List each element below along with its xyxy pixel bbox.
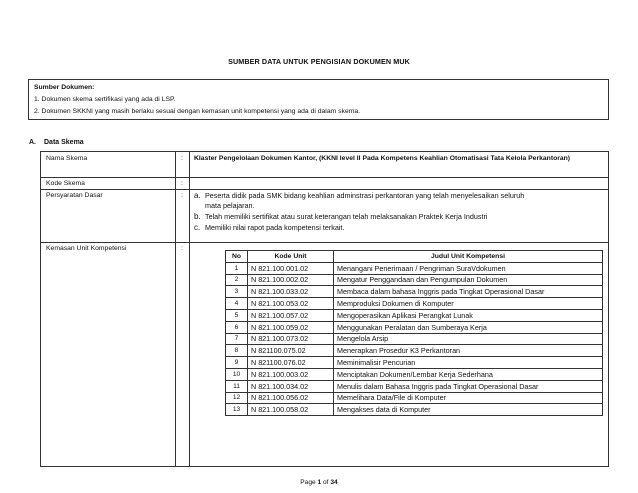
cell-judul: Menangani Penerimaan / Pengriman SuraVdokumen <box>334 262 603 274</box>
table-row <box>226 309 603 321</box>
cell-no: 6 <box>226 321 248 333</box>
cell-judul: Memelihara Data/File di Komputer <box>334 392 603 404</box>
header-judul-unit: Judul Unit Kompetensi <box>334 251 603 263</box>
page-title: SUMBER DATA UNTUK PENGISIAN DOKUMEN MUK <box>228 57 410 66</box>
cell-kode: N 821.100.001.02 <box>248 262 334 274</box>
cell-kode: N 821.100.073.02 <box>248 333 334 345</box>
footer-prefix: Page <box>300 479 318 486</box>
requirement-text: Memiliki nilai rapot pada kompetensi terkait. <box>205 223 345 232</box>
cell-kode: N 821100.075.02 <box>248 345 334 357</box>
value-nama-skema: Klaster Pengelolaan Dokumen Kantor, (KKNI level II Pada Kompetens Keahlian Otomatisasi Tata Kelola Perkantoran) <box>194 155 571 162</box>
colon: : <box>181 155 183 162</box>
cell-kode: N 821.100.057.02 <box>248 309 334 321</box>
source-item-2: 2. Dokumen SKKNI yang masih berlaku sesuai dengan kemasan unit kompetensi yang ada di dalam skema. <box>34 108 361 115</box>
row-divider <box>41 242 609 243</box>
table-row <box>226 262 603 274</box>
requirement-text: mata pelajaran. <box>205 201 255 210</box>
table-row <box>226 286 603 298</box>
table-row <box>226 345 603 357</box>
cell-judul: Menggunakan Peralatan dan Sumberaya Kerja <box>334 321 603 333</box>
footer-middle: of <box>321 479 331 486</box>
source-documents-box <box>28 79 609 120</box>
cell-no: 5 <box>226 309 248 321</box>
cell-judul: Meminimalisir Pencurian <box>334 357 603 369</box>
colon: : <box>181 192 183 199</box>
colon: : <box>181 245 183 252</box>
label-kemasan-unit: Kemasan Unit Kompetensi <box>46 245 127 252</box>
cell-judul: Mengoperasikan Aplikasi Perangkat Lunak <box>334 309 603 321</box>
cell-judul: Menulis dalam Bahasa Inggris pada Tingkat Operasional Dasar <box>334 380 603 392</box>
requirement-marker: c. <box>194 223 201 232</box>
section-title: Data Skema <box>44 139 84 146</box>
section-heading <box>29 139 84 146</box>
cell-no: 8 <box>226 345 248 357</box>
cell-kode: N 821.100.002.02 <box>248 274 334 286</box>
requirement-text: Peserta didik pada SMK bidang keahlian adminstrasi perkantoran yang telah menyelesaikan seluruh <box>205 191 525 200</box>
cell-kode: N 821100.076.02 <box>248 357 334 369</box>
column-divider <box>189 152 190 467</box>
scheme-data-table <box>40 151 609 467</box>
competency-units-table <box>225 250 603 416</box>
table-row <box>226 392 603 404</box>
cell-no: 9 <box>226 357 248 369</box>
requirement-marker: a. <box>194 191 201 200</box>
cell-judul: Mengakses data di Komputer <box>334 404 603 416</box>
table-row <box>226 380 603 392</box>
cell-kode: N 821.100.053.02 <box>248 298 334 310</box>
table-row <box>226 274 603 286</box>
row-divider <box>41 189 609 190</box>
source-heading: Sumber Dokumen: <box>34 84 95 91</box>
requirement-item <box>194 212 487 222</box>
cell-kode: N 821.100.058.02 <box>248 404 334 416</box>
table-header-row <box>226 251 603 263</box>
cell-judul: Menerapkan Prosedur K3 Perkantoran <box>334 345 603 357</box>
requirement-item <box>194 201 255 211</box>
requirement-item <box>194 223 344 233</box>
header-no: No <box>226 251 248 263</box>
header-kode-unit: Kode Unit <box>248 251 334 263</box>
cell-no: 11 <box>226 380 248 392</box>
requirement-text: Telah memiliki sertifikat atau surat keterangan telah melaksanakan Praktek Kerja Industri <box>205 212 488 221</box>
footer-total-pages: 34 <box>330 479 338 486</box>
cell-judul: Membaca dalam bahasa Inggris pada Tingkat Operasional Dasar <box>334 286 603 298</box>
cell-judul: Mengelola Arsip <box>334 333 603 345</box>
cell-kode: N 821.100.059.02 <box>248 321 334 333</box>
cell-no: 10 <box>226 368 248 380</box>
cell-judul: Memproduksi Dokumen di Komputer <box>334 298 603 310</box>
table-row <box>226 321 603 333</box>
footer-current-page: 1 <box>317 479 322 486</box>
cell-judul: Menciptakan Dokumen/Lembar Kerja Sederhana <box>334 368 603 380</box>
label-persyaratan-dasar: Persyaratan Dasar <box>46 192 103 199</box>
table-row <box>226 357 603 369</box>
page-footer <box>0 479 638 486</box>
column-divider <box>175 152 176 467</box>
label-kode-skema: Kode Skema <box>46 180 85 187</box>
cell-no: 3 <box>226 286 248 298</box>
cell-judul: Mengatur Penggandaan dan Pengumpulan Dokumen <box>334 274 603 286</box>
table-row <box>226 404 603 416</box>
cell-no: 4 <box>226 298 248 310</box>
cell-no: 7 <box>226 333 248 345</box>
label-nama-skema: Nama Skema <box>46 155 88 162</box>
table-row <box>226 368 603 380</box>
table-row <box>226 298 603 310</box>
cell-no: 12 <box>226 392 248 404</box>
cell-no: 13 <box>226 404 248 416</box>
requirement-item <box>194 191 524 201</box>
cell-no: 1 <box>226 262 248 274</box>
source-item-1: 1. Dokumen skema sertifikasi yang ada di LSP. <box>34 96 176 103</box>
table-row <box>226 333 603 345</box>
cell-kode: N 821.100.003.02 <box>248 368 334 380</box>
colon: : <box>181 180 183 187</box>
cell-kode: N 821.100.033.02 <box>248 286 334 298</box>
row-divider <box>41 177 609 178</box>
cell-kode: N 821.100.034.02 <box>248 380 334 392</box>
cell-no: 2 <box>226 274 248 286</box>
section-number: A. <box>29 139 36 146</box>
requirement-marker: b. <box>194 212 201 221</box>
cell-kode: N 821.100.056.02 <box>248 392 334 404</box>
